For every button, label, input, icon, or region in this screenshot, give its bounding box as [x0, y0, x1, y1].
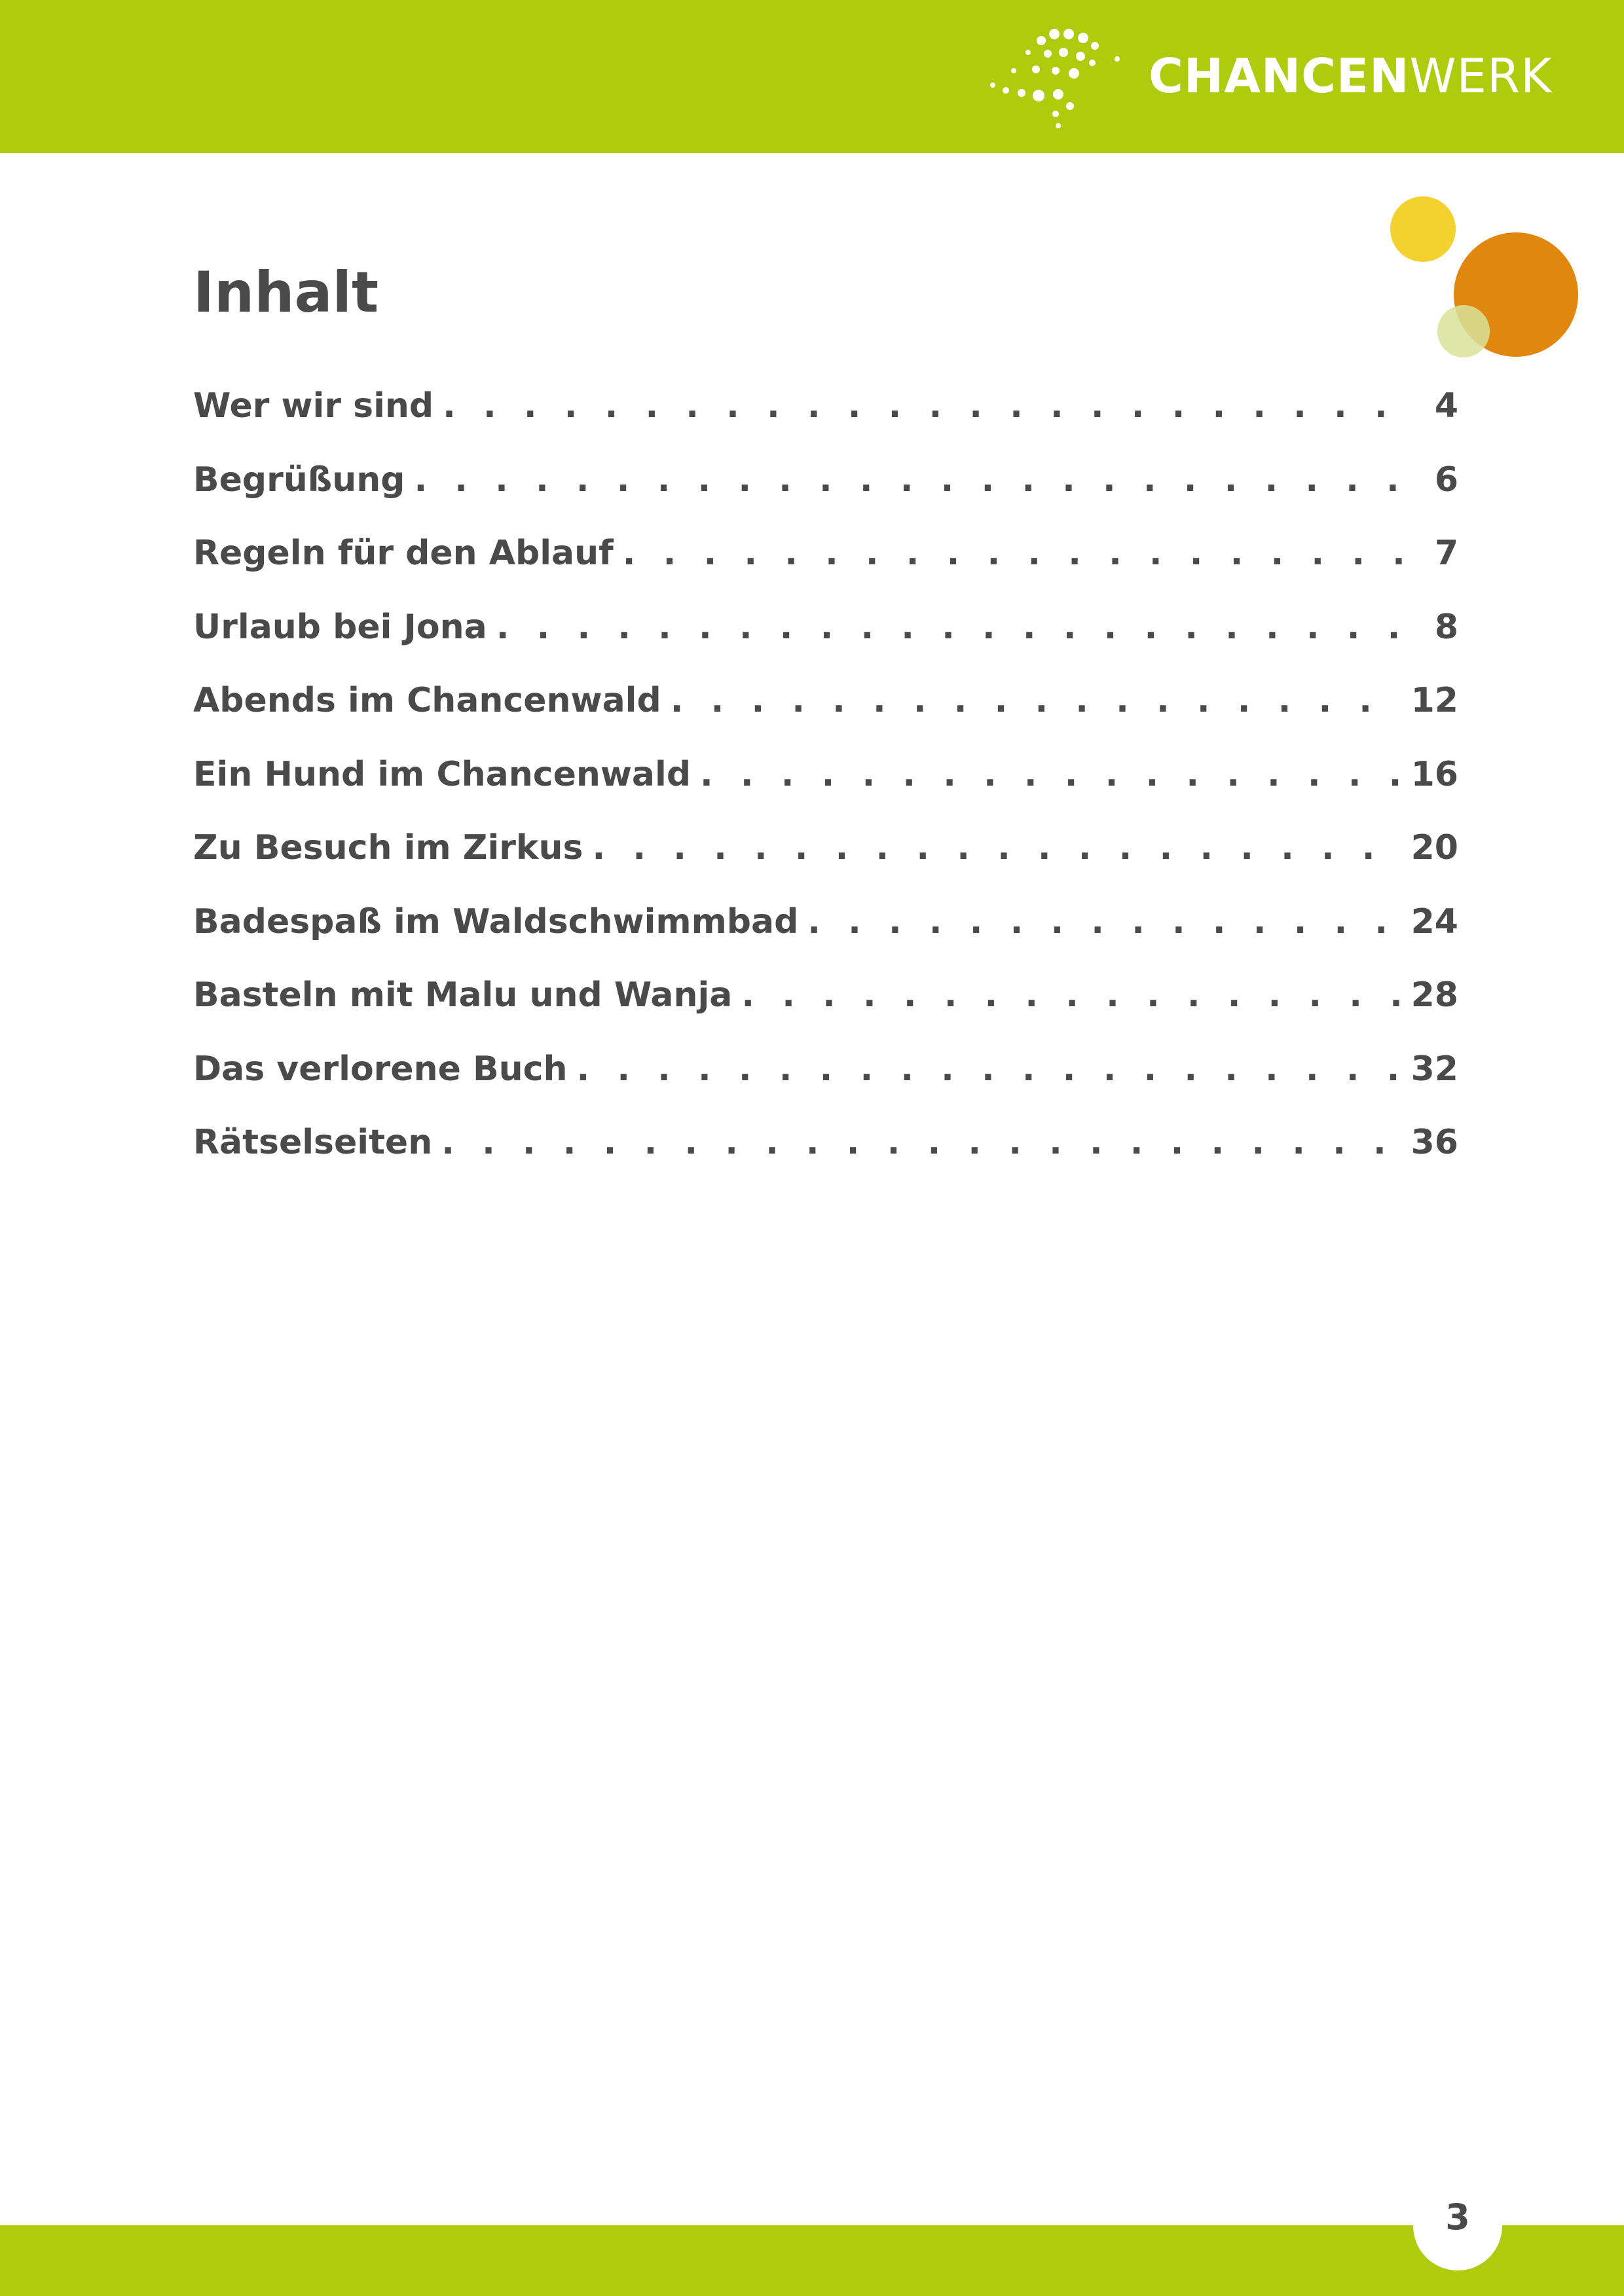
toc-dot-leader: [700, 755, 1402, 794]
yellow-circle: [1390, 196, 1456, 262]
toc-dot-leader: [741, 975, 1401, 1015]
toc-entry-page: 4: [1434, 386, 1458, 426]
toc-entry[interactable]: [193, 608, 1458, 682]
toc-entry[interactable]: [193, 460, 1458, 534]
light-green-circle: [1437, 305, 1490, 357]
toc-entry-page: 12: [1411, 681, 1458, 720]
toc-entry-page: 8: [1434, 607, 1458, 647]
toc-entry-title: Basteln mit Malu und Wanja: [193, 975, 733, 1015]
toc-entry[interactable]: [193, 681, 1458, 755]
toc-dot-leader: [414, 460, 1410, 500]
toc-entry[interactable]: [193, 975, 1458, 1049]
page-number: 3: [1445, 2196, 1470, 2238]
toc-entry-title: Das verlorene Buch: [193, 1049, 568, 1089]
toc-entry-title: Begrüßung: [193, 460, 405, 500]
toc-entry-title: Zu Besuch im Zirkus: [193, 828, 583, 867]
toc-entry-page: 7: [1434, 534, 1458, 573]
decorative-circles: [1375, 190, 1591, 367]
toc-entry-page: 24: [1411, 902, 1458, 941]
toc-entry-title: Wer wir sind: [193, 386, 434, 426]
toc-dot-leader: [576, 1049, 1401, 1089]
footer-bar: [0, 2225, 1624, 2296]
header-bar: [0, 0, 1624, 153]
toc-dot-leader: [441, 1123, 1401, 1162]
toc-entry-page: 28: [1411, 975, 1458, 1015]
toc-entry[interactable]: [193, 1123, 1458, 1197]
toc-entry-title: Urlaub bei Jona: [193, 607, 487, 647]
page-title: Inhalt: [193, 260, 379, 325]
toc-entry-title: Ein Hund im Chancenwald: [193, 754, 692, 794]
toc-entry[interactable]: [193, 755, 1458, 829]
page-number-badge: [1413, 2181, 1502, 2270]
toc-dot-leader: [671, 681, 1402, 720]
toc-entry-page: 20: [1411, 828, 1458, 867]
logo-dots-icon: [987, 25, 1125, 130]
toc-entry[interactable]: [193, 902, 1458, 976]
brand-name-strong: CHANCEN: [1149, 48, 1410, 103]
toc-entry[interactable]: [193, 386, 1458, 460]
toc-entry[interactable]: [193, 828, 1458, 902]
toc-dot-leader: [807, 902, 1401, 941]
toc-dot-leader: [443, 386, 1410, 426]
toc-dot-leader: [496, 608, 1410, 647]
toc-entry-page: 36: [1411, 1123, 1458, 1162]
toc-dot-leader: [623, 534, 1410, 573]
toc-entry-title: Rätselseiten: [193, 1123, 433, 1162]
chancenwerk-logo: [987, 25, 1577, 130]
toc-entry[interactable]: [193, 1049, 1458, 1123]
toc-dot-leader: [593, 828, 1402, 867]
table-of-contents: [193, 386, 1458, 1197]
toc-entry-title: Badespaß im Waldschwimmbad: [193, 902, 799, 941]
toc-entry-page: 32: [1411, 1049, 1458, 1089]
brand-name-light: WERK: [1409, 48, 1553, 103]
toc-entry[interactable]: [193, 534, 1458, 608]
toc-entry-page: 6: [1434, 460, 1458, 500]
brand-wordmark: [1149, 48, 1553, 103]
toc-entry-title: Regeln für den Ablauf: [193, 534, 614, 573]
toc-entry-title: Abends im Chancenwald: [193, 681, 661, 720]
toc-entry-page: 16: [1411, 754, 1458, 794]
